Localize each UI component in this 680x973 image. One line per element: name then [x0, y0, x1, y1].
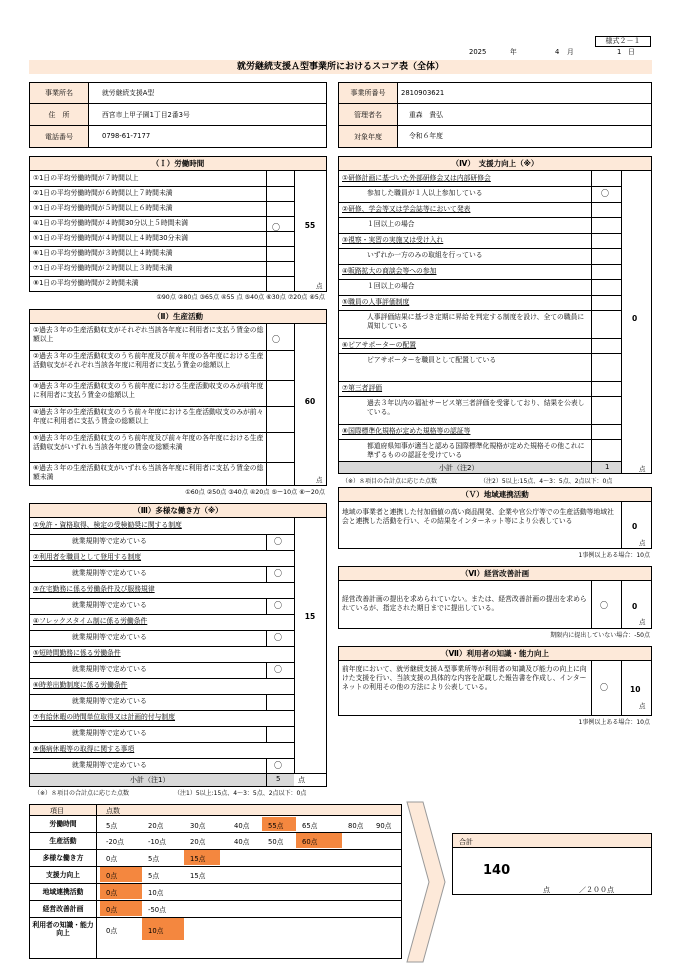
s4-item-head: ⑥ピアサポーターの配置 — [342, 341, 417, 349]
s4-note-right: （注2）5以上:15点、4〜3：5点、2点以下：0点 — [480, 478, 613, 485]
name-value: 就労継続支援A型 — [102, 89, 155, 97]
s2-title: （Ⅱ）生産活動 — [29, 309, 327, 324]
total-value: 140 — [483, 863, 511, 878]
summary-val: 5点 — [148, 855, 160, 863]
tel-label: 電話番号 — [30, 126, 89, 147]
s4-item-sub: １回以上の場合 — [367, 220, 415, 228]
s1-item: ⑥1日の平均労働時間が３時間以上４時間未満 — [33, 249, 173, 257]
summary-val: 0点 — [106, 872, 118, 880]
summary-row-label: 多様な働き方 — [42, 853, 84, 862]
s2-note: ①60点 ②50点 ③40点 ④20点 ⑤ー10点 ⑥ー20点 — [185, 489, 325, 496]
s1-unit: 点 — [316, 282, 323, 290]
summary-row-label: 生産活動 — [49, 836, 77, 845]
date-year: 2025 — [469, 48, 487, 56]
s7-box — [338, 660, 652, 716]
summary-val: 40点 — [234, 822, 250, 830]
summary-table — [29, 804, 402, 959]
s3-sub: 就業規則等で定めている — [72, 537, 147, 545]
total-label: 合計 — [459, 838, 473, 846]
s4-item-head: ⑧国際標準化規格が定めた規格等の認証等 — [342, 427, 471, 435]
summary-val: 0点 — [106, 855, 118, 863]
s4-item-sub: 過去３年以内の福祉サービス第三者評価を受審しており、結果を公表している。 — [367, 399, 585, 416]
s2-item: ②過去３年の生産活動収支のうち前年度及び前々年度の各年度における生産活動収支がそれぞれ当該各年度に利用者に支払う賃金の総額以上 — [33, 352, 264, 369]
s7-score: 10 — [630, 685, 641, 694]
s6-unit: 点 — [639, 618, 646, 626]
s1-mark: 〇 — [272, 223, 280, 232]
s6-mark: 〇 — [600, 601, 608, 610]
date-month: 4 — [555, 48, 560, 56]
summary-col1: 項目 — [50, 807, 64, 815]
no-label: 事業所番号 — [339, 83, 398, 104]
mgr-label: 管理者名 — [339, 104, 398, 126]
s4-title: （Ⅳ） 支援力向上（※） — [338, 156, 652, 171]
s4-item-head: ②研修、学会等又は学会誌等において発表 — [342, 205, 471, 213]
summary-val: 5点 — [148, 872, 160, 880]
summary-val: 90点 — [376, 822, 392, 830]
s7-mark: 〇 — [600, 683, 608, 692]
summary-val: 0点 — [106, 927, 118, 935]
addr-label: 住 所 — [30, 104, 89, 126]
s3-subtotal: 5 — [276, 775, 281, 783]
s3-mark: 〇 — [274, 633, 282, 642]
s4-item-sub: 参加した職員が１人以上参加している — [367, 189, 483, 197]
summary-row-label: 利用者の知識・能力向上 — [32, 921, 94, 937]
s3-item: ⑥時差出勤制度に係る労働条件 — [33, 681, 128, 689]
s4-item-head: ④販路拡大の商談会等への参加 — [342, 267, 437, 275]
year-label: 対象年度 — [339, 126, 398, 147]
s3-sub: 就業規則等で定めている — [72, 601, 147, 609]
summary-val: 55点 — [268, 822, 284, 830]
summary-val: 10点 — [148, 927, 164, 935]
s4-score: 0 — [632, 314, 638, 323]
s3-sub: 就業規則等で定めている — [72, 761, 147, 769]
s7-unit: 点 — [639, 702, 646, 710]
s1-title: （Ｉ）労働時間 — [29, 156, 327, 171]
s1-item: ⑧1日の平均労働時間が２時間未満 — [33, 279, 139, 287]
s4-item-head: ①研修計画に基づいた外部研修会又は内部研修会 — [342, 174, 491, 182]
addr-value: 西宮市上甲子園1丁目2番3号 — [102, 111, 190, 119]
s6-text: 経営改善計画の提出を求められていない。または、経営改善計画の提出を求められているが、指定された期日までに提出している。 — [342, 595, 587, 612]
s3-mark: 〇 — [274, 569, 282, 578]
summary-val: 5点 — [106, 822, 118, 830]
summary-val: 20点 — [148, 822, 164, 830]
s2-table — [29, 323, 327, 486]
summary-row-label: 地域連携活動 — [42, 887, 84, 896]
form-id: 様式２－１ — [595, 36, 651, 47]
s1-item: ③1日の平均労働時間が５時間以上６時間未満 — [33, 204, 173, 212]
s3-subtotal-label: 小計（注1） — [130, 776, 170, 784]
s1-item: ⑤1日の平均労働時間が４時間以上４時間30分未満 — [33, 234, 189, 242]
s1-item: ④1日の平均労働時間が４時間30分以上５時間未満 — [33, 219, 189, 227]
info-left — [29, 82, 327, 148]
s1-item: ①1日の平均労働時間が７時間以上 — [33, 174, 139, 182]
s1-item: ⑦1日の平均労働時間が２時間以上３時間未満 — [33, 264, 173, 272]
s3-table — [29, 517, 327, 787]
s4-note-left: （※）８項目の合計点に応じた点数 — [342, 478, 438, 485]
no-value: 2810903621 — [401, 89, 445, 97]
s7-note: 1事例以上ある場合：10点 — [578, 719, 650, 726]
tel-value: 0798-61-7177 — [102, 132, 151, 140]
date-year-unit: 年 — [510, 48, 517, 56]
s3-note-left: （※）８項目の合計点に応じた点数 — [34, 790, 130, 797]
s5-score: 0 — [632, 522, 638, 531]
s3-sub: 就業規則等で定めている — [72, 569, 147, 577]
s3-title: （Ⅲ）多様な働き方（※） — [29, 503, 327, 518]
s2-item: ③過去３年の生産活動収支のうち前年度における生産活動収支のみが前年度に利用者に支払う賃金の総額以上 — [33, 382, 264, 399]
s3-mark: 〇 — [274, 537, 282, 546]
summary-row-label: 労働時間 — [49, 820, 77, 828]
s3-score: 15 — [304, 612, 316, 621]
s4-item-sub: 都道府県知事が適当と認める国際標準化規格が定めた規格その他これに準ずるものの認証を受けている — [367, 442, 585, 459]
s3-item: ④フレックスタイム制に係る労働条件 — [33, 617, 148, 625]
s5-unit: 点 — [639, 539, 646, 547]
total-box — [452, 833, 652, 895]
summary-val: 30点 — [190, 822, 206, 830]
s1-item: ②1日の平均労働時間が６時間以上７時間未満 — [33, 189, 173, 197]
s5-box — [338, 501, 652, 549]
mgr-value: 重森 貴弘 — [409, 111, 443, 119]
s3-item: ⑤短時間勤務に係る労働条件 — [33, 649, 121, 657]
s3-sub: 就業規則等で定めている — [72, 697, 147, 705]
s4-item-sub: いずれか一方のみの取組を行っている — [367, 251, 483, 259]
s2-item: ⑥過去３年の生産活動収支がいずれも当該各年度に利用者に支払う賃金の総額未満 — [33, 464, 264, 481]
s4-item-head: ③視察・実習の実施又は受け入れ — [342, 236, 444, 244]
summary-val: 15点 — [190, 855, 206, 863]
s1-note: ①90点 ②80点 ③65点 ④55 点 ⑤40点 ⑥30点 ⑦20点 ⑧5点 — [156, 294, 325, 301]
s3-item: ②利用者を職員として登用する制度 — [33, 553, 142, 561]
summary-val: 15点 — [190, 872, 206, 880]
summary-val: 0点 — [106, 889, 118, 897]
info-right — [338, 82, 652, 148]
summary-val: -20点 — [106, 838, 124, 846]
s6-score: 0 — [632, 602, 638, 611]
s3-sub: 就業規則等で定めている — [72, 665, 147, 673]
summary-val: 0点 — [106, 906, 118, 914]
summary-val: 40点 — [234, 838, 250, 846]
s4-item-head: ⑦第三者評価 — [342, 384, 383, 392]
s3-item: ①免許・資格取得、検定の受検勧奨に関する制度 — [33, 521, 182, 529]
name-label: 事業所名 — [30, 83, 89, 104]
s2-item: ①過去３年の生産活動収支がそれぞれ当該各年度に利用者に支払う賃金の総額以上 — [33, 326, 264, 343]
s5-title: （Ｖ）地域連携活動 — [338, 487, 652, 502]
s3-sub: 就業規則等で定めている — [72, 729, 147, 737]
s3-item: ⑦有給休暇の時間単位取得又は計画的付与制度 — [33, 713, 176, 721]
s3-mark: 〇 — [274, 601, 282, 610]
s5-note: 1事例以上ある場合：10点 — [578, 552, 650, 559]
summary-val: 10点 — [148, 889, 164, 897]
s4-subtotal: 1 — [605, 463, 610, 471]
s4-item-sub: １回以上の場合 — [367, 282, 415, 290]
page-title: 就労継続支援Ａ型事業所におけるスコア表（全体） — [29, 60, 652, 74]
s6-box — [338, 580, 652, 629]
s4-subtotal-label: 小計（注2） — [439, 464, 479, 472]
total-max: ／２００点 — [579, 886, 614, 894]
s3-sub: 就業規則等で定めている — [72, 633, 147, 641]
year-value: 令和６年度 — [409, 132, 443, 140]
summary-row-label: 経営改善計画 — [42, 904, 84, 913]
s6-title: （Ⅵ）経営改善計画 — [338, 566, 652, 581]
summary-row-label: 支援力向上 — [46, 870, 80, 879]
s4-item-head: ⑤職員の人事評価制度 — [342, 298, 410, 306]
summary-val: -50点 — [148, 906, 166, 914]
s4-item-mark: 〇 — [601, 189, 609, 198]
date-month-unit: 月 — [567, 48, 574, 56]
summary-val: 60点 — [302, 838, 318, 846]
date-day: 1 — [617, 48, 622, 56]
summary-val: 80点 — [348, 822, 364, 830]
s5-text: 地域の事業者と連携した付加価値の高い商品開発、企業や官公庁等での生産活動等地域社会と連携した活動を行い、その結果をインターネット等により公表している — [342, 508, 614, 525]
s7-text: 前年度において、就労継続支援Ａ型事業所等が利用者の知識及び能力の向上に向けた支援を行い、当該支援の具体的な内容を記載した報告書を作成し、インターネットの利用その他の方法により公表している。 — [342, 665, 587, 691]
summary-val: 50点 — [268, 838, 284, 846]
s2-unit: 点 — [316, 476, 323, 484]
s4-item-sub: 人事評価結果に基づき定期に昇給を判定する制度を設け、全ての職員に周知している — [367, 313, 585, 330]
s3-item: ③在宅勤務に係る労働条件及び服務規律 — [33, 585, 155, 593]
s1-score: 55 — [304, 221, 316, 230]
arrow-icon — [405, 800, 447, 965]
s2-score: 60 — [304, 397, 316, 406]
s2-item: ④過去３年の生産活動収支のうち前々年度における生産活動収支のみが前々年度に利用者に支払う賃金の総額以上 — [33, 408, 264, 425]
summary-col2: 点数 — [106, 807, 120, 815]
s4-unit: 点 — [639, 465, 646, 473]
s1-table — [29, 170, 327, 292]
s4-table — [338, 170, 652, 474]
s6-note: 期限内に提出していない場合：-50点 — [550, 632, 650, 639]
s3-note-right: （注1）5以上:15点、4〜3：5点、2点以下：0点 — [174, 790, 307, 797]
s3-mark: 〇 — [274, 665, 282, 674]
s7-title: （Ⅶ）利用者の知識・能力向上 — [338, 646, 652, 661]
summary-val: 20点 — [190, 838, 206, 846]
s3-item: ⑧傷病休暇等の取得に関する事項 — [33, 745, 135, 753]
total-unit: 点 — [543, 886, 550, 894]
s2-mark: 〇 — [272, 335, 280, 344]
s3-unit: 点 — [298, 776, 305, 784]
s4-item-sub: ピアサポーターを職員として配置している — [367, 356, 497, 364]
date-day-unit: 日 — [628, 48, 635, 56]
summary-val: -10点 — [148, 838, 166, 846]
summary-val: 65点 — [302, 822, 318, 830]
s2-item: ⑤過去３年の生産活動収支のうち前年度及び前々年度の各年度における生産活動収支がいずれも当該各年度の賃金の総額未満 — [33, 434, 264, 451]
s3-mark: 〇 — [274, 761, 282, 770]
